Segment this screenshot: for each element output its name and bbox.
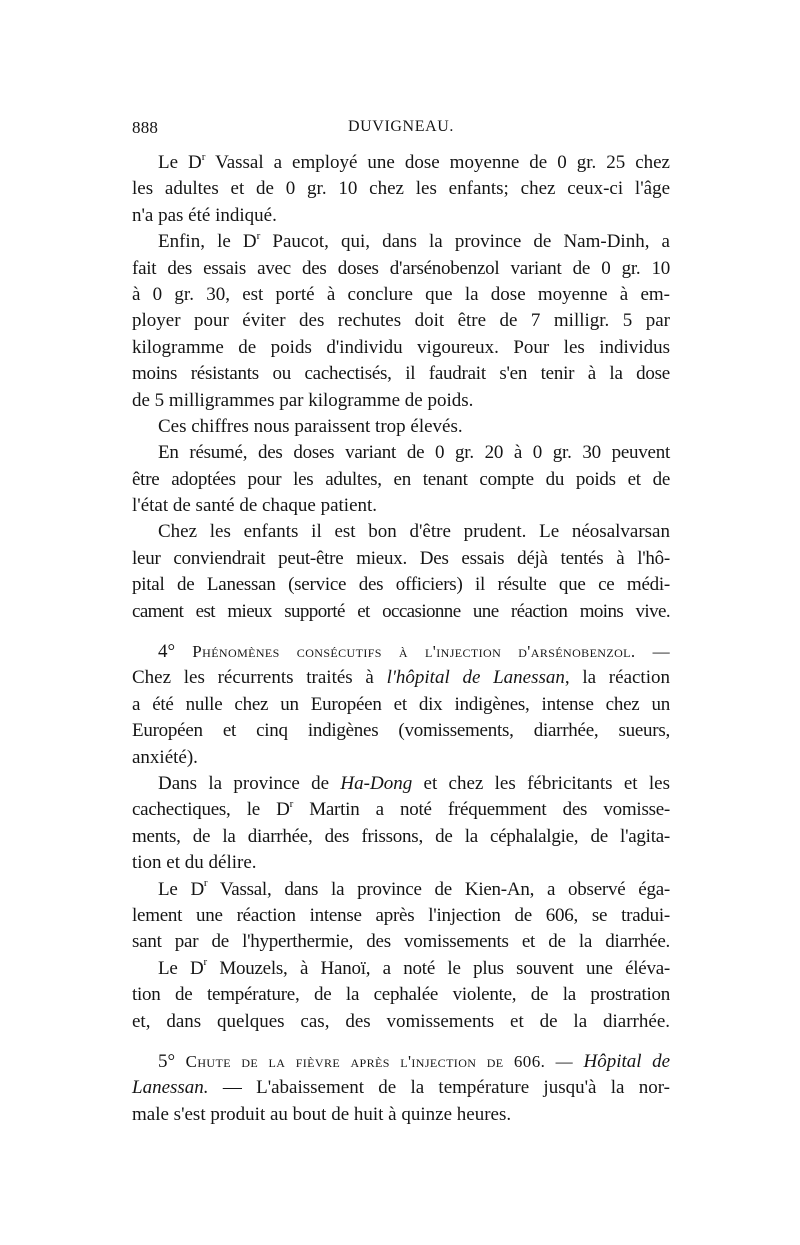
- text-run: Dans la province de: [158, 772, 341, 794]
- text-line: et, dans quelques cas, des vomissements et de la diarrhée.: [132, 1010, 670, 1032]
- text-line: a été nulle chez un Européen et dix indigènes, intense chez un: [132, 693, 670, 715]
- page-number: 888: [132, 118, 159, 137]
- italic-place-name: Hôpital de: [583, 1050, 671, 1072]
- text-line: à 0 gr. 30, est porté à conclure que la dose moyenne à em-: [132, 283, 670, 305]
- text-run: et chez les fébricitants et les: [412, 772, 670, 794]
- superscript-r: r: [256, 229, 261, 242]
- text-line: moins résistants ou cachectisés, il faudrait s'en tenir à la dose: [132, 363, 670, 385]
- italic-place-name: Lanessan.: [132, 1077, 209, 1099]
- section-4-heading: Phénomènes consécutifs à l'injection d'arsénobenzol. —: [192, 642, 671, 662]
- text-line: cament est mieux supporté et occasionne une réaction moins vive.: [132, 600, 670, 622]
- superscript-r: r: [289, 798, 294, 811]
- text-line: En résumé, des doses variant de 0 gr. 20 à 0 gr. 30 peuvent: [158, 442, 670, 464]
- text-line: fait des essais avec des doses d'arsénobenzol variant de 0 gr. 10: [132, 257, 670, 279]
- text-line: de 5 milligrammes par kilogramme de poids.: [132, 389, 474, 411]
- italic-place-name: l'hôpital de Lanessan: [386, 667, 565, 689]
- paragraph-vassal-dose: [132, 150, 670, 229]
- superscript-r: r: [203, 877, 208, 890]
- text-run: Chez les récurrents traités à: [132, 667, 387, 689]
- paragraph-chiffres: [132, 414, 670, 440]
- text-line: n'a pas été indiqué.: [132, 204, 277, 226]
- section-4-number: 4°: [158, 641, 176, 663]
- page-body: [132, 150, 670, 1128]
- page-header: [132, 118, 670, 142]
- text-line: Ces chiffres nous paraissent trop élevés.: [158, 415, 463, 437]
- text-line: kilogramme de poids d'individu vigoureux. Pour les individus: [132, 336, 670, 358]
- text-line: Le $D^r$ Mouzels, à Hanoï, a noté le plus souvent une éléva-: [158, 956, 670, 979]
- paragraph-paucot: [132, 229, 670, 414]
- section-4-heading-line: [132, 639, 670, 665]
- running-title: DUVIGNEAU.: [348, 118, 454, 135]
- text-run: , la réaction: [564, 667, 670, 689]
- text-line: tion de température, de la cephalée violente, de la prostration: [132, 984, 670, 1006]
- text-line: Européen et cinq indigènes (vomissements, diarrhée, sueurs,: [132, 720, 670, 742]
- text-line: lement une réaction intense après l'injection de 606, se tradui-: [132, 904, 670, 926]
- text-line: être adoptées pour les adultes, en tenant compte du poids et de: [132, 468, 670, 490]
- text-line: [132, 665, 670, 691]
- text-line: anxiété).: [132, 746, 198, 768]
- text-line: sant par de l'hyperthermie, des vomissements et de la diarrhée.: [132, 931, 670, 953]
- text-line: cachectiques, le $D^r$ Martin a noté fréquemment des vomisse-: [132, 798, 670, 821]
- section-5-heading: Chute de la fièvre après l'injection de 606. —: [185, 1051, 574, 1071]
- paragraph-resume: [132, 440, 670, 519]
- section-4: [132, 639, 670, 1035]
- text-line: Chez les enfants il est bon d'être prudent. Le néosalvarsan: [158, 521, 670, 543]
- text-line: pital de Lanessan (service des officiers) il résulte que ce médi-: [132, 574, 670, 596]
- paragraph-enfants: [132, 519, 670, 625]
- superscript-r: r: [201, 150, 206, 163]
- section-5-heading-line: [132, 1049, 670, 1075]
- text-line: l'état de santé de chaque patient.: [132, 495, 378, 517]
- section-spacer: [132, 1035, 670, 1049]
- section-5: [132, 1049, 670, 1128]
- text-line: [132, 1075, 670, 1101]
- text-run: — L'abaissement de la température jusqu'à la nor-: [208, 1077, 670, 1099]
- text-line: Le $D^r$ Vassal a employé une dose moyenne de 0 gr. 25 chez: [158, 150, 670, 173]
- text-line: ments, de la diarrhée, des frissons, de la céphalalgie, de l'agita-: [132, 825, 670, 847]
- text-line: Le $D^r$ Vassal, dans la province de Kien-An, a observé éga-: [158, 877, 670, 900]
- text-line: les adultes et de 0 gr. 10 chez les enfants; chez ceux-ci l'âge: [132, 178, 670, 200]
- superscript-r: r: [203, 956, 207, 969]
- section-5-number: 5°: [158, 1050, 176, 1072]
- text-line: tion et du délire.: [132, 852, 257, 874]
- text-line: [132, 771, 670, 797]
- text-line: Enfin, le $D^r$ Paucot, qui, dans la province de Nam-Dinh, a: [158, 229, 670, 253]
- section-spacer: [132, 625, 670, 639]
- text-line: male s'est produit au bout de huit à quinze heures.: [132, 1103, 512, 1125]
- text-line: leur conviendrait peut-être mieux. Des essais déjà tentés à l'hô-: [132, 547, 670, 569]
- text-line: ployer pour éviter des rechutes doit être de 7 milligr. 5 par: [132, 310, 670, 332]
- italic-place-name: Ha-Dong: [340, 772, 413, 794]
